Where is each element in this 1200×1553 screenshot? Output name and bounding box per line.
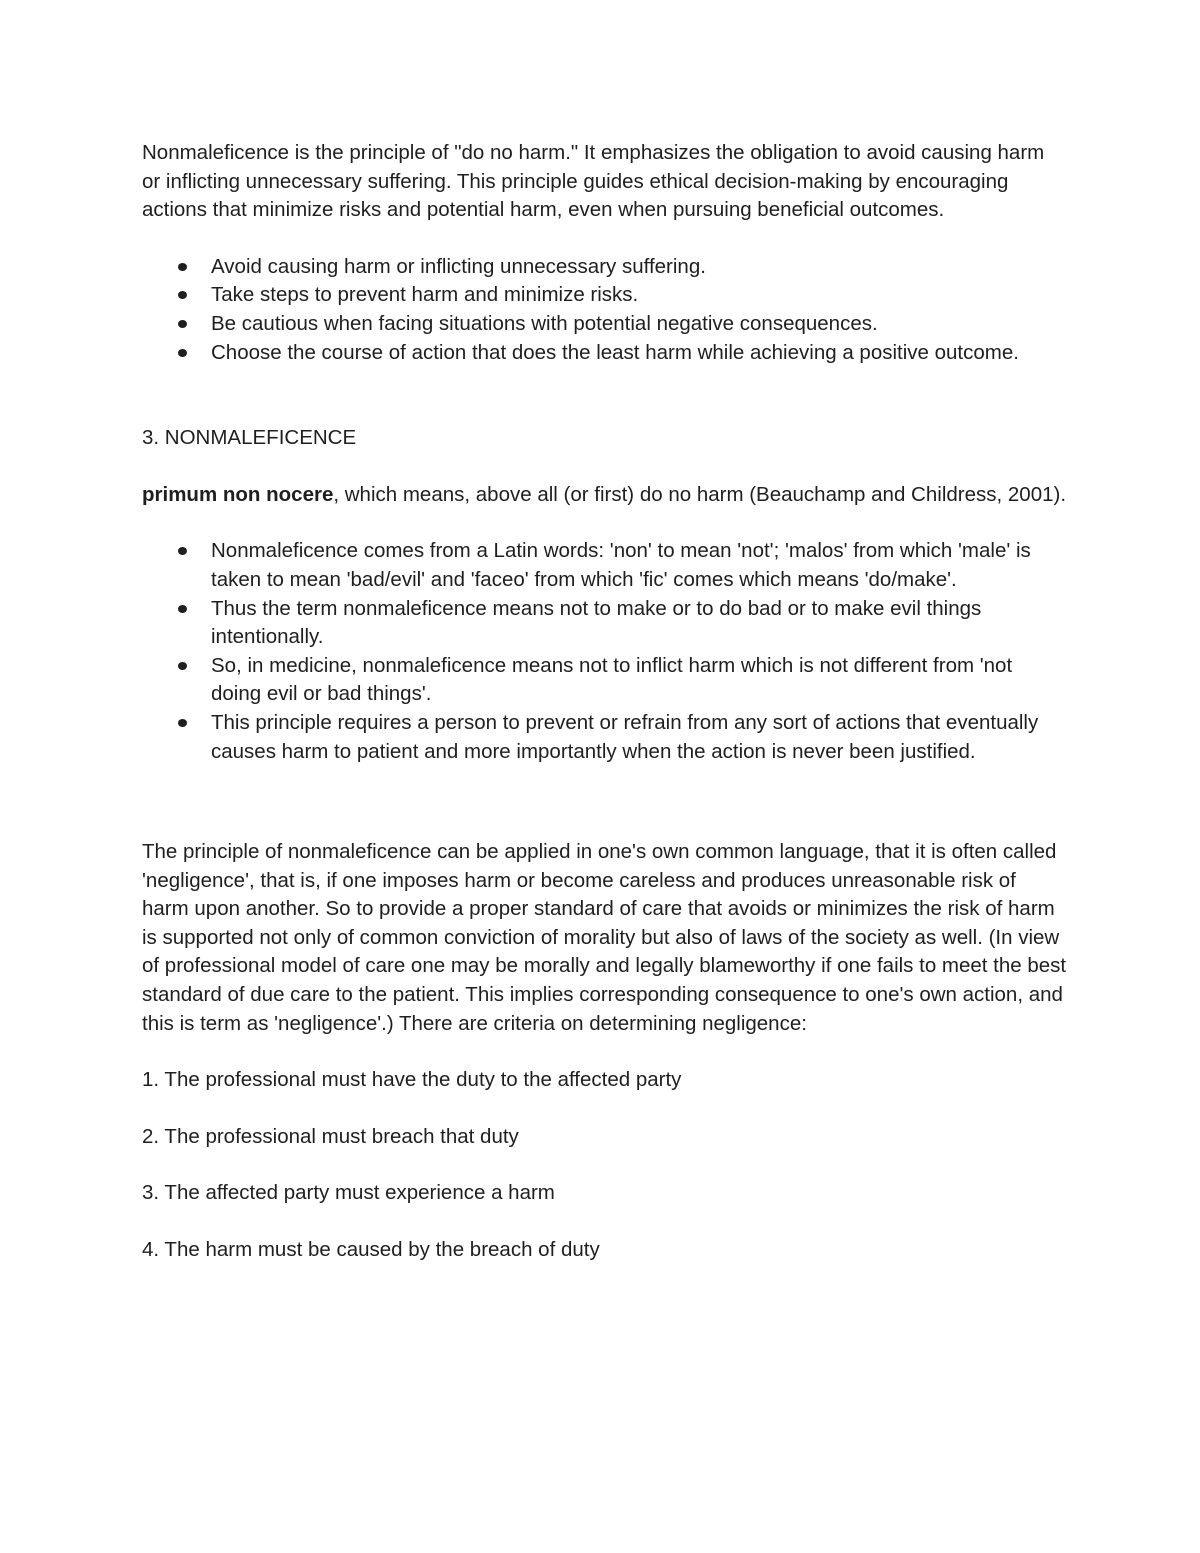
- section-bullet-list: [142, 537, 1067, 766]
- list-item: [142, 709, 1067, 766]
- list-item-text: So, in medicine, nonmaleficence means not to inflict harm which is not different from 'not doing evil or bad things'.: [211, 653, 1013, 706]
- criteria-item: 1. The professional must have the duty to the affected party: [142, 1068, 682, 1092]
- list-item: [142, 253, 1067, 282]
- bullet-icon: [178, 605, 187, 613]
- bullet-icon: [178, 263, 187, 271]
- bullet-icon: [178, 662, 187, 670]
- list-item: [142, 537, 1067, 594]
- list-item-text: Take steps to prevent harm and minimize risks.: [211, 283, 639, 307]
- spacer: [142, 1038, 1067, 1066]
- list-item-text: This principle requires a person to prevent or refrain from any sort of actions that eventually causes harm to patient and more importantly when the action is never been justified.: [211, 710, 1039, 763]
- spacer: [142, 367, 1067, 424]
- bullet-icon: [178, 349, 187, 357]
- list-item-text: Thus the term nonmaleficence means not to make or to do bad or to make evil things intentionally.: [211, 596, 982, 649]
- negligence-paragraph: The principle of nonmaleficence can be applied in one's own common language, that it is often called 'negligence', that is, if one imposes harm or become careless and produces unreasonable risk of harm upon another. So to provide a proper standard of care that avoids or minimizes the risk of harm is supported not only of common conviction of morality but also of laws of the society as well. (In view of professional model of care one may be morally and legally blameworthy if one fails to meet the best standard of due care to the patient. This implies corresponding consequence to one's own action, and this is term as 'negligence'.) There are criteria on determining negligence:: [142, 840, 1067, 1035]
- list-item: [142, 310, 1067, 339]
- spacer: [142, 225, 1067, 253]
- spacer: [142, 1208, 1067, 1236]
- spacer: [142, 509, 1067, 537]
- list-item-text: Nonmaleficence comes from a Latin words: 'non' to mean 'not'; 'malos' from which 'male' is taken to mean 'bad/evil' and 'faceo' from which 'fic' comes which means 'do/make'.: [211, 539, 1031, 591]
- section-heading: 3. NONMALEFICENCE: [142, 426, 357, 450]
- bullet-icon: [178, 291, 187, 299]
- bullet-icon: [178, 320, 187, 328]
- criteria-item: 2. The professional must breach that duty: [142, 1124, 519, 1148]
- criteria-item: 3. The affected party must experience a harm: [142, 1181, 555, 1205]
- criteria-item: 4. The harm must be caused by the breach of duty: [142, 1238, 600, 1262]
- spacer: [142, 1095, 1067, 1123]
- list-item-text: Avoid causing harm or inflicting unnecessary suffering.: [211, 254, 706, 278]
- latin-definition: [142, 481, 1067, 510]
- intro-paragraph: Nonmaleficence is the principle of "do no harm." It emphasizes the obligation to avoid causing harm or inflicting unnecessary suffering. This principle guides ethical decision-making by encouraging actions that minimize risks and potential harm, even when pursuing beneficial outcomes.: [142, 141, 1045, 222]
- spacer: [142, 453, 1067, 481]
- list-item-text: Be cautious when facing situations with potential negative consequences.: [211, 311, 878, 335]
- list-item: [142, 281, 1067, 310]
- bullet-icon: [178, 719, 187, 727]
- bullet-icon: [178, 547, 187, 555]
- list-item-text: Choose the course of action that does the least harm while achieving a positive outcome.: [211, 340, 1019, 364]
- list-item: [142, 339, 1067, 368]
- latin-term: primum non nocere: [142, 482, 334, 506]
- list-item: [142, 652, 1067, 709]
- spacer: [142, 1151, 1067, 1179]
- list-item: [142, 595, 1067, 652]
- document-content: [142, 139, 1067, 1265]
- latin-definition-text: , which means, above all (or first) do no harm (Beauchamp and Childress, 2001).: [333, 482, 1067, 506]
- spacer: [142, 766, 1067, 838]
- intro-bullet-list: [142, 253, 1067, 367]
